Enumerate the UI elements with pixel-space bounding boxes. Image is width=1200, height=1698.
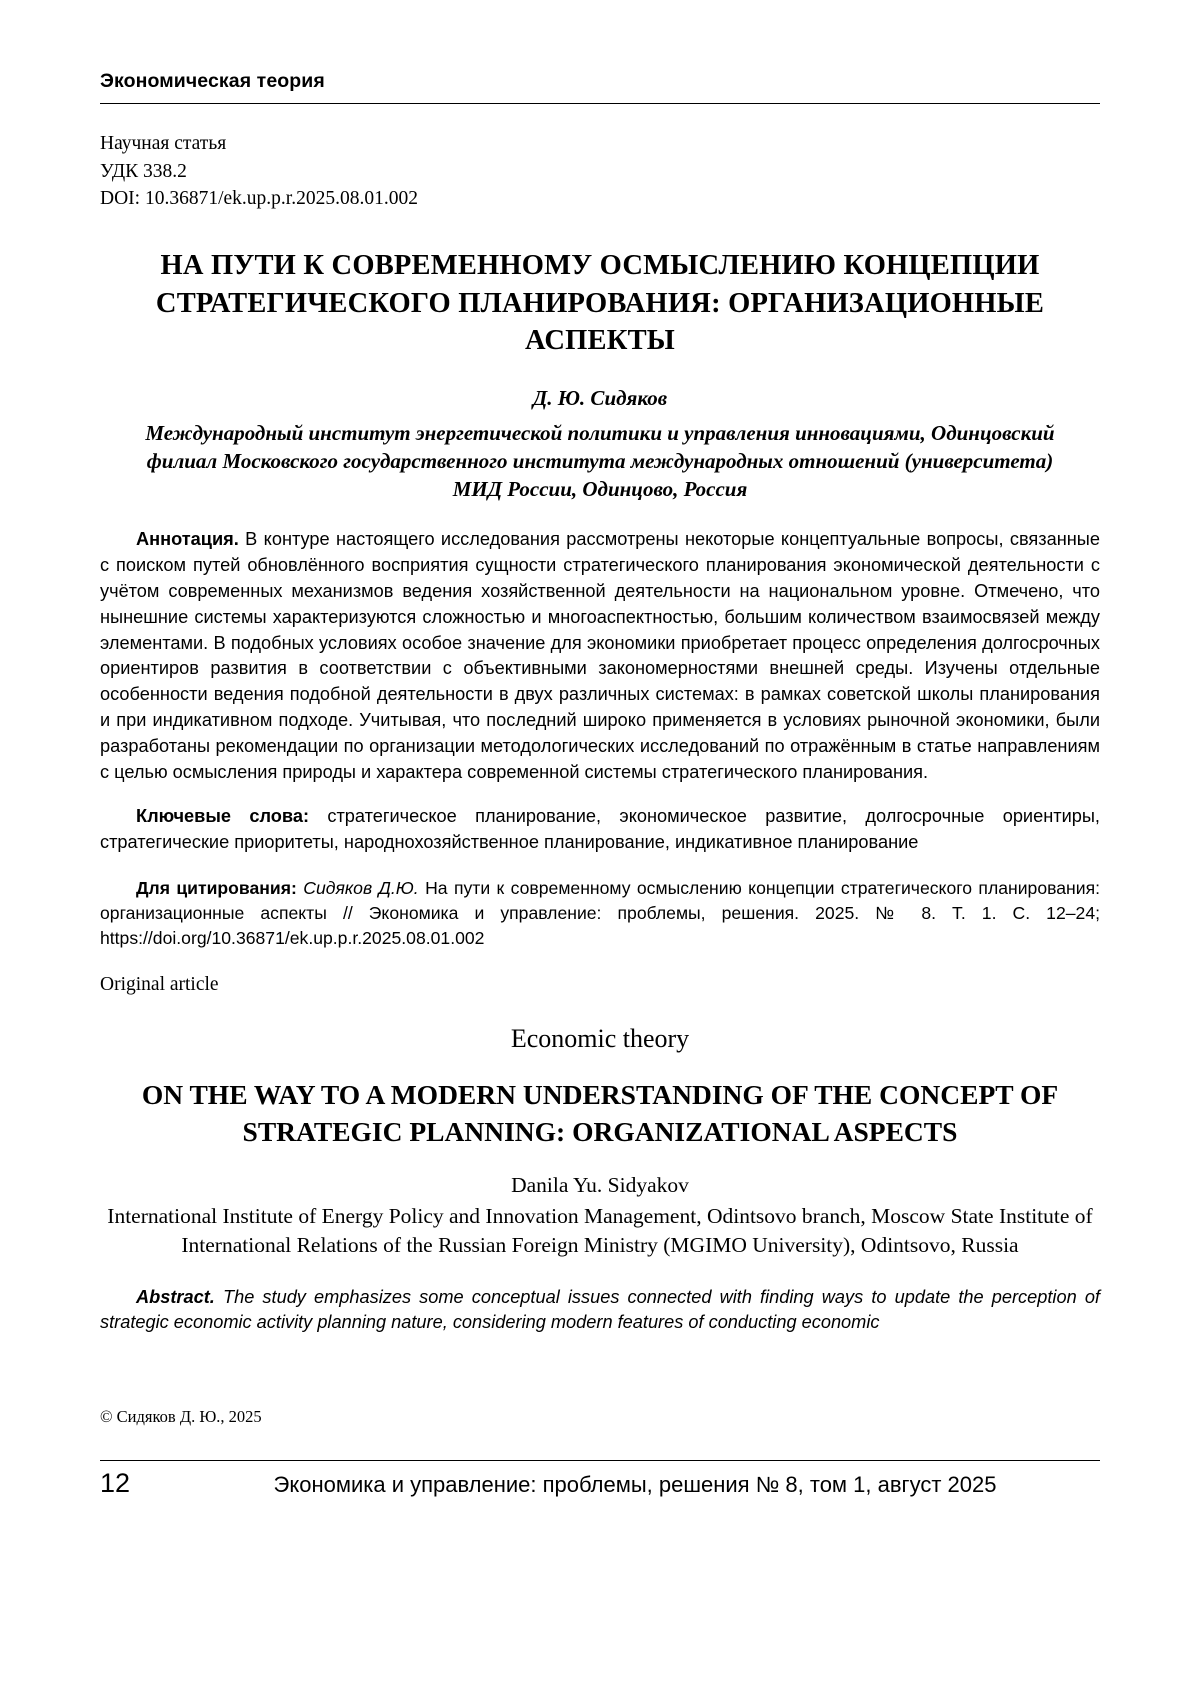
page-content bbox=[100, 0, 1100, 1355]
article-type: Научная статья bbox=[100, 133, 227, 154]
citation-label: Для цитирования: bbox=[136, 877, 297, 898]
page-title-ru: НА ПУТИ К СОВРЕМЕННОМУ ОСМЫСЛЕНИЮ КОНЦЕПЦИИ СТРАТЕГИЧЕСКОГО ПЛАНИРОВАНИЯ: ОРГАНИЗАЦИОННЫЕ АСПЕКТЫ bbox=[155, 250, 1045, 357]
header-divider bbox=[100, 103, 1100, 104]
page-footer bbox=[100, 1468, 1100, 1499]
keywords-ru bbox=[100, 804, 1100, 856]
copyright-line: © Сидяков Д. Ю., 2025 bbox=[100, 1407, 262, 1426]
author-en: Danila Yu. Sidyakov bbox=[511, 1173, 689, 1198]
abstract-ru-label: Аннотация. bbox=[136, 529, 239, 550]
affiliation-ru: Международный институт энергетической политики и управления инновациями, Одинцовский филиал Московского государственного института международных отношений (университета) МИД России, Одинцово, Россия bbox=[145, 420, 1055, 502]
citation-text: На пути к современному осмыслению концепции стратегического планирования: организационные аспекты // Экономика и управление: проблемы, решения. 2025. № 8. Т. 1. С. 12–24; https://doi.org/10.36871/ek.up.p.r.2025.08.01.002 bbox=[100, 877, 1101, 949]
abstract-ru-text: В контуре настоящего исследования рассмотрены некоторые концептуальные вопросы, связанные с поиском путей обновлённого восприятия сущности стратегического планирования экономической деятельности с учётом современных механизмов ведения хозяйственной деятельности на национальном уровне. Отмечено, что нынешние системы характеризуются сложностью и многоаспектностью, большим количеством взаимосвязей между элементами. В подобных условиях особое значение для экономики приобретает процесс определения долгосрочных ориентиров развития в соответствии с объективными закономерностями внешней среды. Изучены отдельные особенности ведения подобной деятельности в двух различных системах: в рамках советской школы планирования и при индикативном подходе. Учитывая, что последний широко применяется в условиях рыночной экономики, были разработаны рекомендации по организации методологических исследований по отражённым в статье направлениям с целью осмысления природы и характера современной системы стратегического планирования. bbox=[100, 529, 1100, 782]
footer-divider bbox=[100, 1460, 1100, 1461]
page-title-en: ON THE WAY TO A MODERN UNDERSTANDING OF THE CONCEPT OF STRATEGIC PLANNING: ORGANIZATIONAL ASPECTS bbox=[141, 1078, 1059, 1147]
citation-block bbox=[100, 876, 1100, 952]
page-number: 12 bbox=[100, 1468, 131, 1498]
abstract-ru bbox=[100, 527, 1100, 785]
keywords-ru-text: стратегическое планирование, экономическое развитие, долгосрочные ориентиры, стратегические приоритеты, народнохозяйственное планирование, индикативное планирование bbox=[100, 805, 1100, 852]
doi-code: DOI: 10.36871/ek.up.p.r.2025.08.01.002 bbox=[100, 188, 418, 210]
citation-author: Сидяков Д.Ю. bbox=[303, 877, 419, 898]
keywords-ru-label: Ключевые слова: bbox=[136, 805, 310, 826]
abstract-en bbox=[100, 1285, 1100, 1337]
affiliation-en: International Institute of Energy Policy and Innovation Management, Odintsovo branch, Moscow State Institute of International Relations of the Russian Foreign Ministry (MGIMO University), Odintsovo, Russia bbox=[107, 1204, 1093, 1258]
author-ru: Д. Ю. Сидяков bbox=[532, 385, 668, 410]
section-heading-en: Economic theory bbox=[510, 1023, 690, 1053]
original-article-label: Original article bbox=[100, 973, 219, 995]
udk-code: УДК 338.2 bbox=[100, 160, 187, 182]
abstract-en-label: Abstract. bbox=[136, 1286, 215, 1307]
abstract-en-text: The study emphasizes some conceptual issues connected with finding ways to update the perception of strategic economic activity planning nature, considering modern features of conducting economic bbox=[100, 1286, 1100, 1333]
article-meta bbox=[100, 130, 1100, 213]
running-head: Экономическая теория bbox=[100, 70, 325, 92]
journal-info: Экономика и управление: проблемы, решения № 8, том 1, август 2025 bbox=[273, 1472, 997, 1497]
